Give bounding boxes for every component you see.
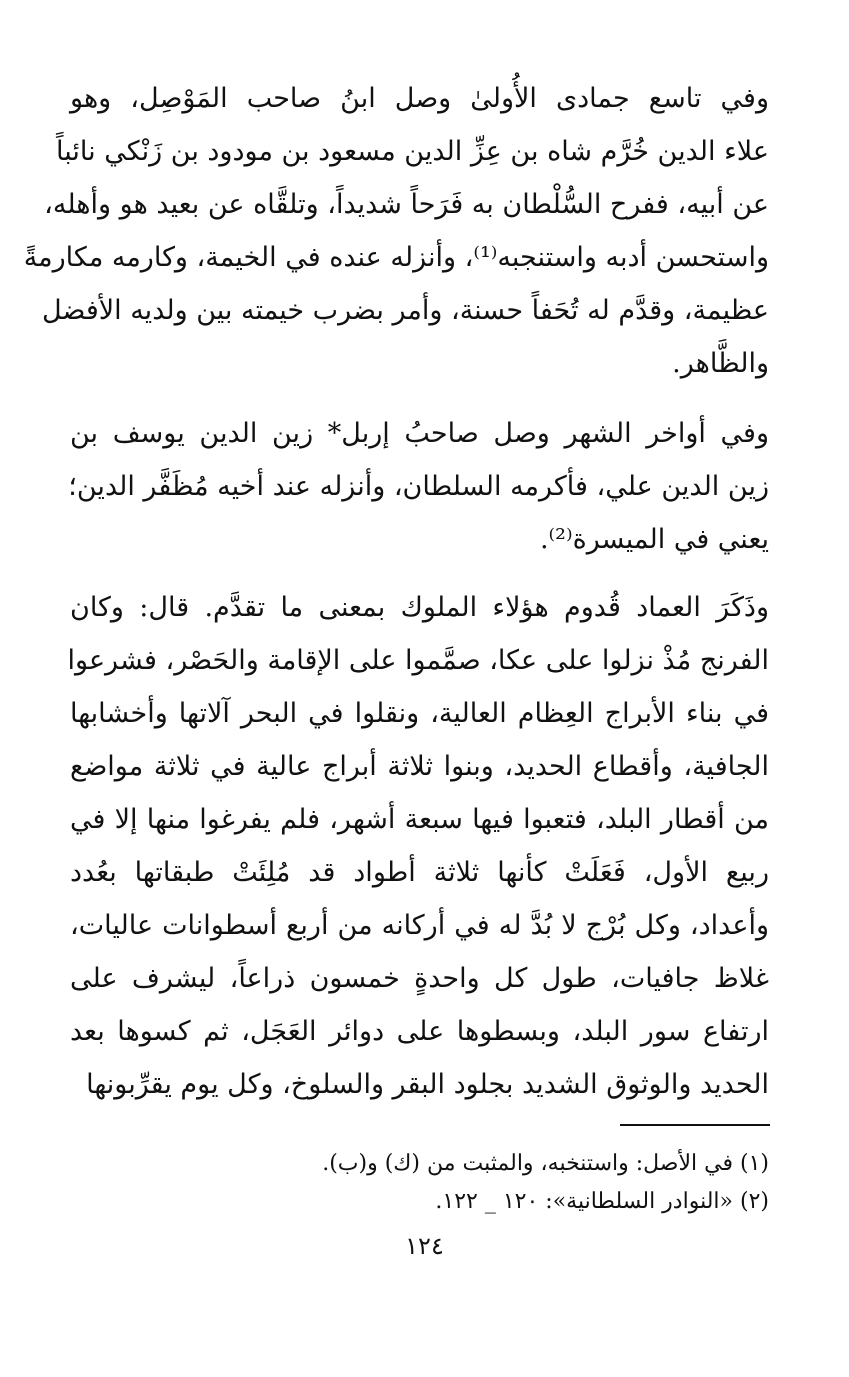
footnote-separator: [620, 1124, 770, 1126]
text-line: غلاظ جافيات، طول كل واحدةٍ خمسون ذراعاً، ليشرف على: [70, 963, 769, 994]
text-line: وأعداد، وكل بُرْج لا بُدَّ له في أركانه من أربع أسطوانات عاليات،: [70, 910, 769, 941]
paragraph-1: [23, 72, 769, 390]
text-line: علاء الدين خُرَّم شاه بن عِزِّ الدين مسعود بن مودود بن زَنْكي نائباً: [56, 136, 769, 167]
text-line: من أقطار البلد، فتعبوا فيها سبعة أشهر، فلم يفرغوا منها إلا في: [70, 804, 769, 835]
text-line: الجافية، وأقطاع الحديد، وبنوا ثلاثة أبراج عالية في ثلاثة مواضع: [70, 751, 769, 782]
paragraph-2: [70, 407, 769, 566]
text-line: وذَكَرَ العماد قُدوم هؤلاء الملوك بمعنى ما تقدَّم. قال: وكان: [70, 592, 769, 623]
text-line: ارتفاع سور البلد، وبسطوها على دوائر العَجَل، ثم كسوها بعد: [70, 1016, 769, 1047]
text-line: ربيع الأول، فَعَلَتْ كأنها ثلاثة أطواد قد مُلِئَتْ طبقاتها بعُدد: [70, 857, 769, 888]
text-line: عن أبيه، ففرح السُّلْطان به فَرَحاً شديداً، وتلقَّاه عن بعيد هو وأهله،: [44, 189, 769, 220]
footnote-2: (٢) «النوادر السلطانية»: ١٢٠ _ ١٢٢.: [435, 1189, 769, 1214]
text-line: وفي أواخر الشهر وصل صاحبُ إربل* زين الدين يوسف بن: [70, 418, 769, 449]
text-line: واستحسن أدبه واستنجبه⁽¹⁾، وأنزله عنده في الخيمة، وكارمه مكارمةً: [23, 242, 769, 273]
paragraph-3: [67, 581, 769, 1111]
text-line: في بناء الأبراج العِظام العالية، ونقلوا في البحر آلاتها وأخشابها: [70, 698, 769, 729]
text-line: الفرنج مُذْ نزلوا على عكا، صمَّموا على الإقامة والحَصْر، فشرعوا: [67, 645, 769, 676]
text-line: والظَّاهر.: [672, 348, 769, 379]
text-line: الحديد والوثوق الشديد بجلود البقر والسلوخ، وكل يوم يقرِّبونها: [86, 1069, 769, 1100]
page-number: ١٢٤: [405, 1232, 444, 1260]
footnote-1: (١) في الأصل: واستنخبه، والمثبت من (ك) و(ب).: [322, 1151, 769, 1176]
text-line: يعني في الميسرة⁽²⁾.: [539, 524, 769, 555]
text-line: زين الدين علي، فأكرمه السلطان، وأنزله عند أخيه مُظَفَّر الدين؛: [68, 471, 769, 502]
text-line: عظيمة، وقدَّم له تُحَفاً حسنة، وأمر بضرب خيمته بين ولديه الأفضل: [41, 295, 769, 326]
footnotes: [70, 1145, 769, 1221]
text-line: وفي تاسع جمادى الأُولىٰ وصل ابنُ صاحب المَوْصِل، وهو: [70, 83, 769, 114]
